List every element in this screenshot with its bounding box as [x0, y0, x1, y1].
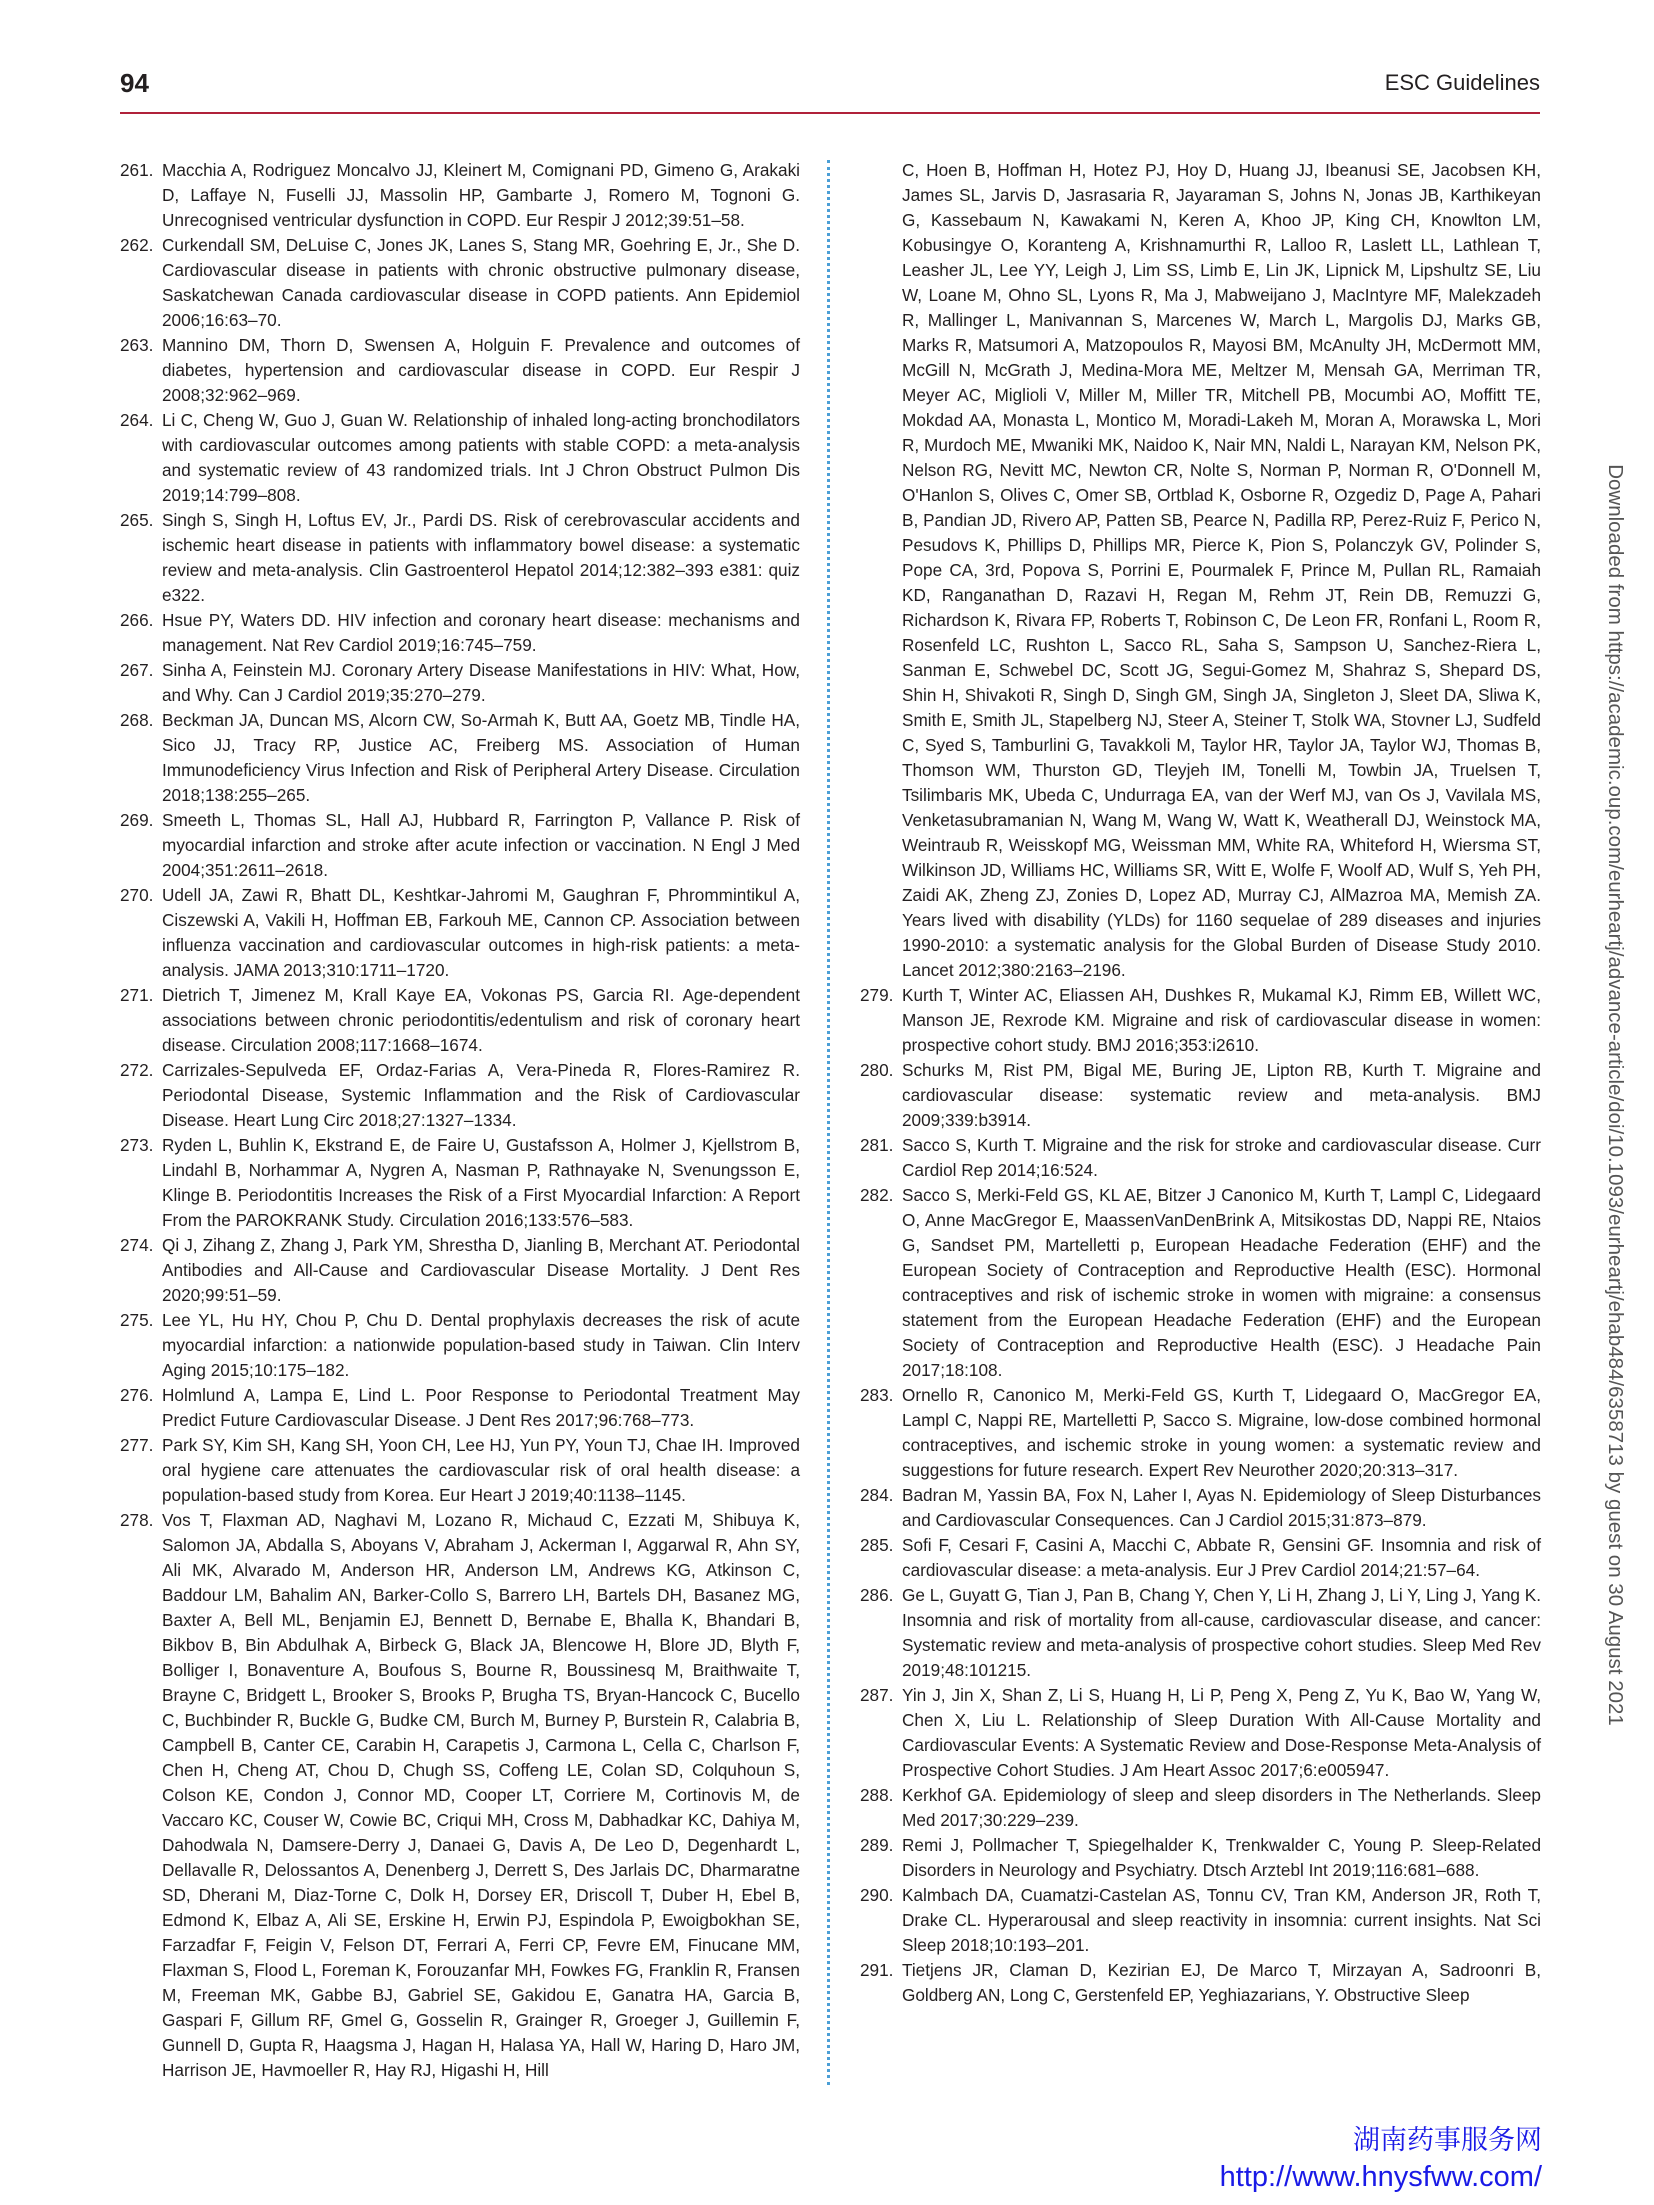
reference-text: Carrizales-Sepulveda EF, Ordaz-Farias A, Vera-Pineda R, Flores-Ramirez R. Periodontal Disease, Systemic Inflammation and the Risk of Cardiovascular Disease. Heart Lung Circ 2018;27:1327–1334. [162, 1060, 800, 1130]
reference-text: Macchia A, Rodriguez Moncalvo JJ, Kleinert M, Comignani PD, Gimeno G, Arakaki D, Laffaye N, Fuselli JJ, Massolin HP, Gambarte J, Romero M, Tognoni G. Unrecognised ventricular dysfunction in COPD. Eur Respir J 2012;39:51–58. [162, 160, 800, 230]
reference-number: 271. [120, 985, 154, 1005]
reference-number: 275. [120, 1310, 154, 1330]
reference-text: Remi J, Pollmacher T, Spiegelhalder K, Trenkwalder C, Young P. Sleep-Related Disorders in Neurology and Psychiatry. Dtsch Arztebl Int 2019;116:681–688. [902, 1835, 1541, 1880]
reference-item [120, 333, 800, 408]
reference-text: Ryden L, Buhlin K, Ekstrand E, de Faire U, Gustafsson A, Holmer J, Kjellstrom B, Lindahl B, Norhammar A, Nygren A, Nasman P, Rathnayake N, Svenungsson E, Klinge B. Periodontitis Increases the Risk of a First Myocardial Infarction: A Report From the PAROKRANK Study. Circulation 2016;133:576–583. [162, 1135, 800, 1230]
reference-number: 261. [120, 160, 154, 180]
reference-text: Beckman JA, Duncan MS, Alcorn CW, So-Armah K, Butt AA, Goetz MB, Tindle HA, Sico JJ, Tracy RP, Justice AC, Freiberg MS. Association of Human Immunodeficiency Virus Infection and Risk of Peripheral Artery Disease. Circulation 2018;138:255–265. [162, 710, 800, 805]
reference-column-right [860, 158, 1541, 2008]
reference-item [860, 1383, 1541, 1483]
reference-number: 276. [120, 1385, 154, 1405]
column-divider [827, 160, 830, 2085]
reference-number: 290. [860, 1885, 894, 1905]
reference-item [120, 158, 800, 233]
reference-number: 289. [860, 1835, 894, 1855]
reference-text: Schurks M, Rist PM, Bigal ME, Buring JE, Lipton RB, Kurth T. Migraine and cardiovascular disease: systematic review and meta-analysis. BMJ 2009;339:b3914. [902, 1060, 1541, 1130]
reference-item [860, 1783, 1541, 1833]
reference-item [860, 1133, 1541, 1183]
reference-number: 283. [860, 1385, 894, 1405]
reference-number: 262. [120, 235, 154, 255]
reference-text: Kerkhof GA. Epidemiology of sleep and sleep disorders in The Netherlands. Sleep Med 2017;30:229–239. [902, 1785, 1541, 1830]
header-rule [120, 112, 1540, 114]
reference-item [860, 1833, 1541, 1883]
reference-number: 274. [120, 1235, 154, 1255]
reference-number: 270. [120, 885, 154, 905]
reference-text: Mannino DM, Thorn D, Swensen A, Holguin F. Prevalence and outcomes of diabetes, hypertension and cardiovascular disease in COPD. Eur Respir J 2008;32:962–969. [162, 335, 800, 405]
reference-item [860, 983, 1541, 1058]
reference-text: C, Hoen B, Hoffman H, Hotez PJ, Hoy D, Huang JJ, Ibeanusi SE, Jacobsen KH, James SL, Jarvis D, Jasrasaria R, Jayaraman S, Johns N, Jonas JB, Karthikeyan G, Kassebaum N, Kawakami N, Keren A, Khoo JP, King CH, Knowlton LM, Kobusingye O, Koranteng A, Krishnamurthi R, Lalloo R, Laslett LL, Lathlean T, Leasher JL, Lee YY, Leigh J, Lim SS, Limb E, Lin JK, Lipnick M, Lipshultz SE, Liu W, Loane M, Ohno SL, Lyons R, Ma J, Mabweijano J, MacIntyre MF, Malekzadeh R, Mallinger L, Manivannan S, Marcenes W, March L, Margolis DJ, Marks GB, Marks R, Matsumori A, Matzopoulos R, Mayosi BM, McAnulty JH, McDermott MM, McGill N, McGrath J, Medina-Mora ME, Meltzer M, Mensah GA, Merriman TR, Meyer AC, Miglioli V, Miller M, Miller TR, Mitchell PB, Mocumbi AO, Moffitt TE, Mokdad AA, Monasta L, Montico M, Moradi-Lakeh M, Moran A, Morawska L, Mori R, Murdoch ME, Mwaniki MK, Naidoo K, Nair MN, Naldi L, Narayan KM, Nelson PK, Nelson RG, Nevitt MC, Newton CR, Nolte S, Norman P, Norman R, O'Donnell M, O'Hanlon S, Olives C, Omer SB, Ortblad K, Osborne R, Ozgediz D, Page A, Pahari B, Pandian JD, Rivero AP, Patten SB, Pearce N, Padilla RP, Perez-Ruiz F, Perico N, Pesudovs K, Phillips D, Phillips MR, Pierce K, Pion S, Polanczyk GV, Polinder S, Pope CA, 3rd, Popova S, Porrini E, Pourmalek F, Prince M, Pullan RL, Ramaiah KD, Ranganathan D, Razavi H, Regan M, Rehm JT, Rein DB, Remuzzi G, Richardson K, Rivara FP, Roberts T, Robinson C, De Leon FR, Ronfani L, Room R, Rosenfeld LC, Rushton L, Sacco RL, Saha S, Sampson U, Sanchez-Riera L, Sanman E, Schwebel DC, Scott JG, Segui-Gomez M, Shahraz S, Shepard DS, Shin H, Shivakoti R, Singh D, Singh GM, Singh JA, Singleton J, Sleet DA, Sliwa K, Smith E, Smith JL, Stapelberg NJ, Steer A, Steiner T, Stolk WA, Stovner LJ, Sudfeld C, Syed S, Tamburlini G, Tavakkoli M, Taylor HR, Taylor JA, Taylor WJ, Thomas B, Thomson WM, Thurston GD, Tleyjeh IM, Tonelli M, Towbin JA, Truelsen T, Tsilimbaris MK, Ubeda C, Undurraga EA, van der Werf MJ, van Os J, Vavilala MS, Venketasubramanian N, Wang M, Wang W, Watt K, Weatherall DJ, Weinstock MA, Weintraub R, Weisskopf MG, Weissman MM, White RA, Whiteford H, Wiersma ST, Wilkinson JD, Williams HC, Williams SR, Witt E, Wolfe F, Woolf AD, Wulf S, Yeh PH, Zaidi AK, Zheng ZJ, Zonies D, Lopez AD, Murray CJ, AlMazroa MA, Memish ZA. Years lived with disability (YLDs) for 1160 sequelae of 289 diseases and injuries 1990-2010: a systematic analysis for the Global Burden of Disease Study 2010. Lancet 2012;380:2163–2196. [902, 160, 1541, 980]
reference-text: Li C, Cheng W, Guo J, Guan W. Relationship of inhaled long-acting bronchodilators with cardiovascular outcomes among patients with stable COPD: a meta-analysis and systematic review of 43 randomized trials. Int J Chron Obstruct Pulmon Dis 2019;14:799–808. [162, 410, 800, 505]
reference-text: Yin J, Jin X, Shan Z, Li S, Huang H, Li P, Peng X, Peng Z, Yu K, Bao W, Yang W, Chen X, Liu L. Relationship of Sleep Duration With All-Cause Mortality and Cardiovascular Events: A Systematic Review and Dose-Response Meta-Analysis of Prospective Cohort Studies. J Am Heart Assoc 2017;6:e005947. [902, 1685, 1541, 1780]
reference-item [120, 708, 800, 808]
reference-number: 284. [860, 1485, 894, 1505]
reference-number: 263. [120, 335, 154, 355]
reference-text: Sofi F, Cesari F, Casini A, Macchi C, Abbate R, Gensini GF. Insomnia and risk of cardiovascular disease: a meta-analysis. Eur J Prev Cardiol 2014;21:57–64. [902, 1535, 1541, 1580]
reference-item [860, 1958, 1541, 2008]
reference-item [120, 1308, 800, 1383]
reference-item [120, 1133, 800, 1233]
reference-text: Badran M, Yassin BA, Fox N, Laher I, Ayas N. Epidemiology of Sleep Disturbances and Cardiovascular Consequences. Can J Cardiol 2015;31:873–879. [902, 1485, 1541, 1530]
reference-number: 269. [120, 810, 154, 830]
reference-item [860, 1183, 1541, 1383]
reference-item [120, 808, 800, 883]
watermark-url: http://www.hnysfww.com/ [1219, 2161, 1542, 2193]
reference-text: Sinha A, Feinstein MJ. Coronary Artery Disease Manifestations in HIV: What, How, and Why. Can J Cardiol 2019;35:270–279. [162, 660, 800, 705]
reference-number: 266. [120, 610, 154, 630]
reference-text: Dietrich T, Jimenez M, Krall Kaye EA, Vokonas PS, Garcia RI. Age-dependent associations between chronic periodontitis/edentulism and risk of coronary heart disease. Circulation 2008;117:1668–1674. [162, 985, 800, 1055]
reference-number: 282. [860, 1185, 894, 1205]
reference-item [120, 1058, 800, 1133]
reference-text: Kalmbach DA, Cuamatzi-Castelan AS, Tonnu CV, Tran KM, Anderson JR, Roth T, Drake CL. Hyperarousal and sleep reactivity in insomnia: current insights. Nat Sci Sleep 2018;10:193–201. [902, 1885, 1541, 1955]
reference-text: Holmlund A, Lampa E, Lind L. Poor Response to Periodontal Treatment May Predict Future Cardiovascular Disease. J Dent Res 2017;96:768–773. [162, 1385, 800, 1430]
reference-text: Vos T, Flaxman AD, Naghavi M, Lozano R, Michaud C, Ezzati M, Shibuya K, Salomon JA, Abdalla S, Aboyans V, Abraham J, Ackerman I, Aggarwal R, Ahn SY, Ali MK, Alvarado M, Anderson HR, Anderson LM, Andrews KG, Atkinson C, Baddour LM, Bahalim AN, Barker-Collo S, Barrero LH, Bartels DH, Basanez MG, Baxter A, Bell ML, Benjamin EJ, Bennett D, Bernabe E, Bhalla K, Bhandari B, Bikbov B, Bin Abdulhak A, Birbeck G, Black JA, Blencowe H, Blore JD, Blyth F, Bolliger I, Bonaventure A, Boufous S, Bourne R, Boussinesq M, Braithwaite T, Brayne C, Bridgett L, Brooker S, Brooks P, Brugha TS, Bryan-Hancock C, Bucello C, Buchbinder R, Buckle G, Budke CM, Burch M, Burney P, Burstein R, Calabria B, Campbell B, Canter CE, Carabin H, Carapetis J, Carmona L, Cella C, Charlson F, Chen H, Cheng AT, Chou D, Chugh SS, Coffeng LE, Colan SD, Colquhoun S, Colson KE, Condon J, Connor MD, Cooper LT, Corriere M, Cortinovis M, de Vaccaro KC, Couser W, Cowie BC, Criqui MH, Cross M, Dabhadkar KC, Dahiya M, Dahodwala N, Damsere-Derry J, Danaei G, Davis A, De Leo D, Degenhardt L, Dellavalle R, Delossantos A, Denenberg J, Derrett S, Des Jarlais DC, Dharmaratne SD, Dherani M, Diaz-Torne C, Dolk H, Dorsey ER, Driscoll T, Duber H, Ebel B, Edmond K, Elbaz A, Ali SE, Erskine H, Erwin PJ, Espindola P, Ewoigbokhan SE, Farzadfar F, Feigin V, Felson DT, Ferrari A, Ferri CP, Fevre EM, Finucane MM, Flaxman S, Flood L, Foreman K, Forouzanfar MH, Fowkes FG, Franklin R, Fransen M, Freeman MK, Gabbe BJ, Gabriel SE, Gakidou E, Ganatra HA, Garcia B, Gaspari F, Gillum RF, Gmel G, Gosselin R, Grainger R, Groeger J, Guillemin F, Gunnell D, Gupta R, Haagsma J, Hagan H, Halasa YA, Hall W, Haring D, Haro JM, Harrison JE, Havmoeller R, Hay RJ, Higashi H, Hill [162, 1510, 800, 2080]
reference-text: Sacco S, Kurth T. Migraine and the risk for stroke and cardiovascular disease. Curr Cardiol Rep 2014;16:524. [902, 1135, 1541, 1180]
reference-text: Smeeth L, Thomas SL, Hall AJ, Hubbard R, Farrington P, Vallance P. Risk of myocardial infarction and stroke after acute infection or vaccination. N Engl J Med 2004;351:2611–2618. [162, 810, 800, 880]
reference-number: 272. [120, 1060, 154, 1080]
reference-number: 278. [120, 1510, 154, 1530]
reference-text: Lee YL, Hu HY, Chou P, Chu D. Dental prophylaxis decreases the risk of acute myocardial infarction: a nationwide population-based study in Taiwan. Clin Interv Aging 2015;10:175–182. [162, 1310, 800, 1380]
reference-number: 264. [120, 410, 154, 430]
reference-number: 288. [860, 1785, 894, 1805]
reference-item [120, 608, 800, 658]
reference-text: Hsue PY, Waters DD. HIV infection and coronary heart disease: mechanisms and management. Nat Rev Cardiol 2019;16:745–759. [162, 610, 800, 655]
reference-item [860, 1583, 1541, 1683]
reference-number: 291. [860, 1960, 894, 1980]
reference-number: 285. [860, 1535, 894, 1555]
reference-text: Curkendall SM, DeLuise C, Jones JK, Lanes S, Stang MR, Goehring E, Jr., She D. Cardiovascular disease in patients with chronic obstructive pulmonary disease, Saskatchewan Canada cardiovascular disease in COPD patients. Ann Epidemiol 2006;16:63–70. [162, 235, 800, 330]
reference-item [860, 1683, 1541, 1783]
page-header [120, 68, 1540, 106]
reference-text: Ge L, Guyatt G, Tian J, Pan B, Chang Y, Chen Y, Li H, Zhang J, Li Y, Ling J, Yang K. Insomnia and risk of mortality from all-cause, cardiovascular disease, and cancer: Systematic review and meta-analysis of prospective cohort studies. Sleep Med Rev 2019;48:101215. [902, 1585, 1541, 1680]
reference-number: 265. [120, 510, 154, 530]
reference-item [120, 508, 800, 608]
reference-number: 279. [860, 985, 894, 1005]
running-title: ESC Guidelines [1384, 70, 1540, 95]
reference-item [120, 233, 800, 333]
reference-item [120, 983, 800, 1058]
reference-item [860, 1883, 1541, 1958]
reference-number: 287. [860, 1685, 894, 1705]
page-number: 94 [120, 68, 149, 98]
watermark [1220, 2123, 1542, 2195]
reference-text: Singh S, Singh H, Loftus EV, Jr., Pardi DS. Risk of cerebrovascular accidents and ischemic heart disease in patients with inflammatory bowel disease: a systematic review and meta-analysis. Clin Gastroenterol Hepatol 2014;12:382–393 e381: quiz e322. [162, 510, 800, 605]
reference-text: Udell JA, Zawi R, Bhatt DL, Keshtkar-Jahromi M, Gaughran F, Phrommintikul A, Ciszewski A, Vakili H, Hoffman EB, Farkouh ME, Cannon CP. Association between influenza vaccination and cardiovascular outcomes in high-risk patients: a meta-analysis. JAMA 2013;310:1711–1720. [162, 885, 800, 980]
reference-item [120, 1383, 800, 1433]
reference-text: Sacco S, Merki-Feld GS, KL AE, Bitzer J Canonico M, Kurth T, Lampl C, Lidegaard O, Anne MacGregor E, MaassenVanDenBrink A, Mitsikostas DD, Nappi RE, Ntaios G, Sandset PM, Martelletti p, European Headache Federation (EHF) and the European Society of Contraception and Reproductive Health (ESC). Hormonal contraceptives and risk of ischemic stroke in women with migraine: a consensus statement from the European Headache Federation (EHF) and the European Society of Contraception and Reproductive Health (ESC). J Headache Pain 2017;18:108. [902, 1185, 1541, 1380]
reference-item [120, 1233, 800, 1308]
reference-number: 268. [120, 710, 154, 730]
reference-item [120, 658, 800, 708]
reference-text: Ornello R, Canonico M, Merki-Feld GS, Kurth T, Lidegaard O, MacGregor EA, Lampl C, Nappi RE, Martelletti P, Sacco S. Migraine, low-dose combined hormonal contraceptives, and ischemic stroke in young women: a systematic review and suggestions for future research. Expert Rev Neurother 2020;20:313–317. [902, 1385, 1541, 1480]
reference-number: 286. [860, 1585, 894, 1605]
reference-item [120, 1508, 800, 2083]
download-notice-text: Downloaded from https://academic.oup.com/eurheartj/advance-article/doi/10.1093/eurheartj/ehab484/6358713 by guest on 30 August 2021 [1604, 464, 1627, 1726]
reference-number: 267. [120, 660, 154, 680]
reference-text: Park SY, Kim SH, Kang SH, Yoon CH, Lee HJ, Yun PY, Youn TJ, Chae IH. Improved oral hygiene care attenuates the cardiovascular risk of oral health disease: a population-based study from Korea. Eur Heart J 2019;40:1138–1145. [162, 1435, 800, 1505]
reference-number: 281. [860, 1135, 894, 1155]
reference-text: Kurth T, Winter AC, Eliassen AH, Dushkes R, Mukamal KJ, Rimm EB, Willett WC, Manson JE, Rexrode KM. Migraine and risk of cardiovascular disease in women: prospective cohort study. BMJ 2016;353:i2610. [902, 985, 1541, 1055]
reference-item [120, 408, 800, 508]
watermark-site-name: 湖南药事服务网 [1353, 2125, 1542, 2156]
reference-number: 277. [120, 1435, 154, 1455]
reference-text: Qi J, Zihang Z, Zhang J, Park YM, Shrestha D, Jianling B, Merchant AT. Periodontal Antibodies and All-Cause and Cardiovascular Disease Mortality. J Dent Res 2020;99:51–59. [162, 1235, 800, 1305]
reference-number: 280. [860, 1060, 894, 1080]
reference-item [860, 158, 1541, 983]
reference-item [120, 883, 800, 983]
reference-item [860, 1483, 1541, 1533]
reference-item [120, 1433, 800, 1508]
reference-number: 273. [120, 1135, 154, 1155]
reference-text: Tietjens JR, Claman D, Kezirian EJ, De Marco T, Mirzayan A, Sadroonri B, Goldberg AN, Long C, Gerstenfeld EP, Yeghiazarians, Y. Obstructive Sleep [902, 1960, 1541, 2005]
reference-item [860, 1533, 1541, 1583]
reference-item [860, 1058, 1541, 1133]
reference-column-left [120, 158, 800, 2083]
